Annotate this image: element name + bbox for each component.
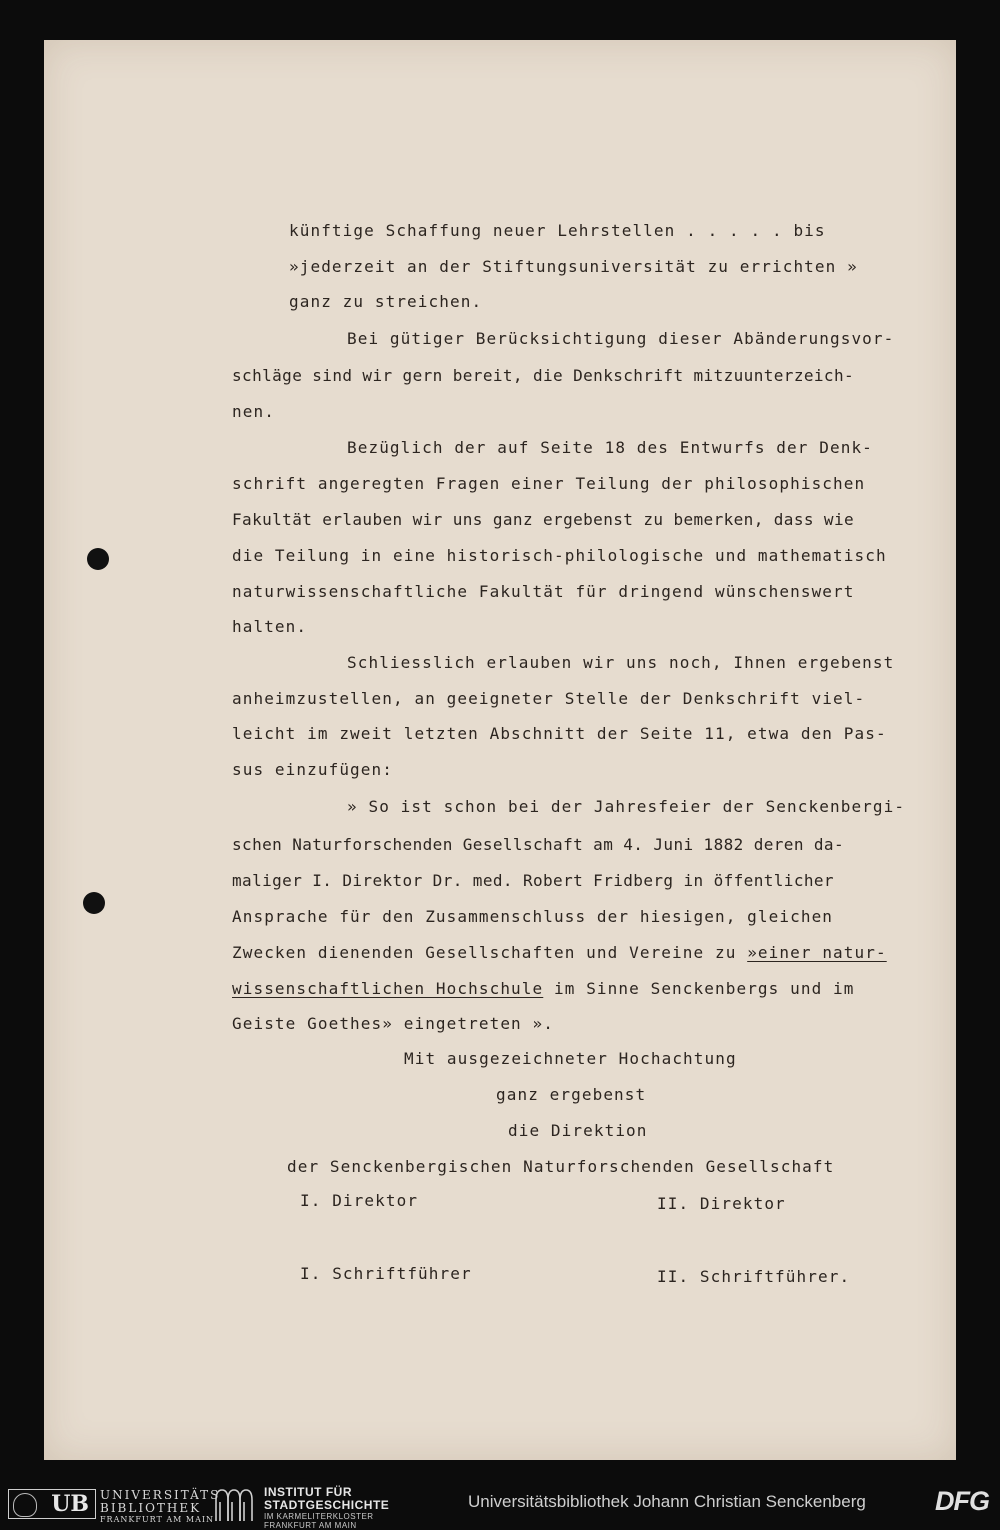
text-line: schläge sind wir gern bereit, die Denkschrift mitzuunterzeich- <box>232 366 855 385</box>
text-line: künftige Schaffung neuer Lehrstellen . . . . . bis <box>289 221 826 240</box>
inst-line-2: STADTGESCHICHTE <box>264 1498 390 1512</box>
ub-logo <box>8 1489 96 1519</box>
signature-secretary-1: I. Schriftführer <box>300 1264 472 1283</box>
inst-line-1: INSTITUT FÜR <box>264 1485 352 1499</box>
text-line: schen Naturforschenden Gesellschaft am 4. Juni 1882 deren da- <box>232 835 845 854</box>
text-line <box>232 943 887 963</box>
text-line: Bezüglich der auf Seite 18 des Entwurfs der Denk- <box>347 438 873 457</box>
text-line: Bei gütiger Berücksichtigung dieser Abänderungsvor- <box>347 329 895 348</box>
text-line: die Teilung in eine historisch-philologische und mathematisch <box>232 546 887 565</box>
text-line: Fakultät erlauben wir uns ganz ergebenst zu bemerken, dass wie <box>232 510 855 529</box>
underlined-phrase: »einer natur- <box>747 943 887 962</box>
signature-director-2: II. Direktor <box>657 1194 786 1213</box>
ub-line-3: FRANKFURT AM MAIN <box>100 1515 215 1524</box>
inst-line-4: FRANKFURT AM MAIN <box>264 1521 357 1530</box>
closing-ergebenst: ganz ergebenst <box>496 1085 647 1104</box>
text-line: Schliesslich erlauben wir uns noch, Ihnen ergebenst <box>347 653 895 672</box>
text-line: nen. <box>232 402 275 421</box>
closing-direktion: die Direktion <box>508 1121 648 1140</box>
institute-building-icon <box>212 1486 256 1522</box>
text-line: anheimzustellen, an geeigneter Stelle der Denkschrift viel- <box>232 689 866 708</box>
institute-wordmark <box>264 1486 389 1530</box>
text-line: sus einzufügen: <box>232 760 393 779</box>
text-line: leicht im zweit letzten Abschnitt der Seite 11, etwa den Pas- <box>232 724 887 743</box>
ub-logo-wordmark <box>100 1489 220 1525</box>
text-line: Ansprache für den Zusammenschluss der hiesigen, gleichen <box>232 907 834 926</box>
text-line-part: Zwecken dienenden Gesellschaften und Vereine zu <box>232 943 748 962</box>
library-name: Universitätsbibliothek Johann Christian Senckenberg <box>468 1492 866 1511</box>
punch-hole-top <box>87 548 109 570</box>
crest-icon <box>13 1493 37 1517</box>
signature-secretary-2: II. Schriftführer. <box>657 1267 851 1286</box>
text-line: schrift angeregten Fragen einer Teilung der philosophischen <box>232 474 866 493</box>
document-page <box>44 40 956 1460</box>
text-line: naturwissenschaftliche Fakultät für dringend wünschenswert <box>232 582 855 601</box>
text-line: maliger I. Direktor Dr. med. Robert Fridberg in öffentlicher <box>232 871 834 890</box>
text-line: ganz zu streichen. <box>289 292 483 311</box>
closing-salutation: Mit ausgezeichneter Hochachtung <box>404 1049 737 1068</box>
ub-line-1: UNIVERSITÄTS <box>100 1488 221 1502</box>
ub-logo-text: UB <box>51 1491 89 1517</box>
ub-line-2: BIBLIOTHEK <box>100 1501 202 1515</box>
dfg-logo: DFG <box>935 1486 989 1516</box>
text-line: Geiste Goethes» eingetreten ». <box>232 1014 554 1033</box>
punch-hole-bottom <box>83 892 105 914</box>
text-line: » So ist schon bei der Jahresfeier der Senckenbergi- <box>347 797 906 816</box>
text-line: »jederzeit an der Stiftungsuniversität zu errichten » <box>289 257 858 276</box>
underlined-phrase: wissenschaftlichen Hochschule <box>232 979 544 998</box>
signature-director-1: I. Direktor <box>300 1191 419 1210</box>
text-line <box>232 979 855 999</box>
inst-line-3: IM KARMELITERKLOSTER <box>264 1512 374 1521</box>
closing-society: der Senckenbergischen Naturforschenden Gesellschaft <box>287 1157 835 1176</box>
text-line: halten. <box>232 617 308 636</box>
text-line-part: im Sinne Senckenbergs und im <box>543 979 855 998</box>
